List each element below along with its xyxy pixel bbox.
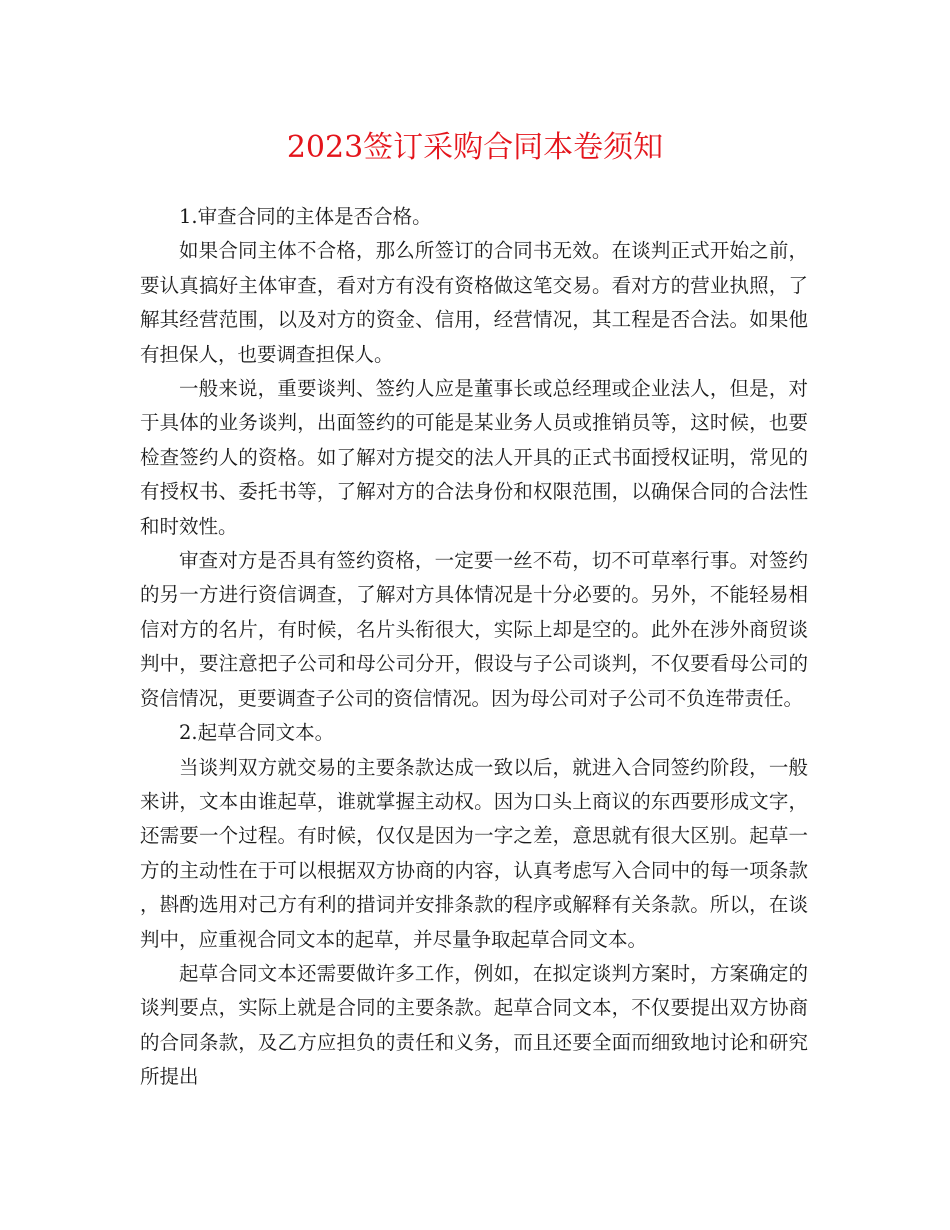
paragraph: 一般来说，重要谈判、签约人应是董事长或总经理或企业法人，但是，对于具体的业务谈判，出面签约的可能是某业务人员或推销员等，这时候，也要检查签约人的资格。如了解对方提交的法人开具的正式书面授权证明，常见的有授权书、委托书等，了解对方的合法身份和权限范围，以确保合同的合法性和时效性。 xyxy=(140,377,808,538)
section-heading-1: 1.审查合同的主体是否合格。 xyxy=(179,205,432,228)
paragraph: 审查对方是否具有签约资格，一定要一丝不苟，切不可草率行事。对签约的另一方进行资信调查，了解对方具体情况是十分必要的。另外，不能轻易相信对方的名片，有时候，名片头衔很大，实际上却是空的。此外在涉外商贸谈判中，要注意把子公司和母公司分开，假设与子公司谈判，不仅要看母公司的资信情况，更要调查子公司的资信情况。因为母公司对子公司不负连带责任。 xyxy=(140,549,808,710)
paragraph: 如果合同主体不合格，那么所签订的合同书无效。在谈判正式开始之前，要认真搞好主体审查，看对方有没有资格做这笔交易。看对方的营业执照，了解其经营范围，以及对方的资金、信用，经营情况，其工程是否合法。如果他有担保人，也要调查担保人。 xyxy=(140,239,808,366)
document-body xyxy=(140,200,808,1095)
paragraph: 起草合同文本还需要做许多工作，例如，在拟定谈判方案时，方案确定的谈判要点，实际上就是合同的主要条款。起草合同文本，不仅要提出双方协商的合同条款，及乙方应担负的责任和义务，而且还要全面而细致地讨论和研究所提出 xyxy=(140,961,808,1089)
section-heading-2: 2.起草合同文本。 xyxy=(179,721,335,745)
document-title: 2023签订采购合同本卷须知 xyxy=(286,130,664,165)
paragraph: 当谈判双方就交易的主要条款达成一致以后，就进入合同签约阶段，一般来讲，文本由谁起草，谁就掌握主动权。因为口头上商议的东西要形成文字，还需要一个过程。有时候，仅仅是因为一字之差，意思就有很大区别。起草一方的主动性在于可以根据双方协商的内容，认真考虑写入合同中的每一项条款，斟酌选用对己方有利的措词并安排条款的程序或解释有关条款。所以，在谈判中，应重视合同文本的起草，并尽量争取起草合同文本。 xyxy=(140,755,808,951)
